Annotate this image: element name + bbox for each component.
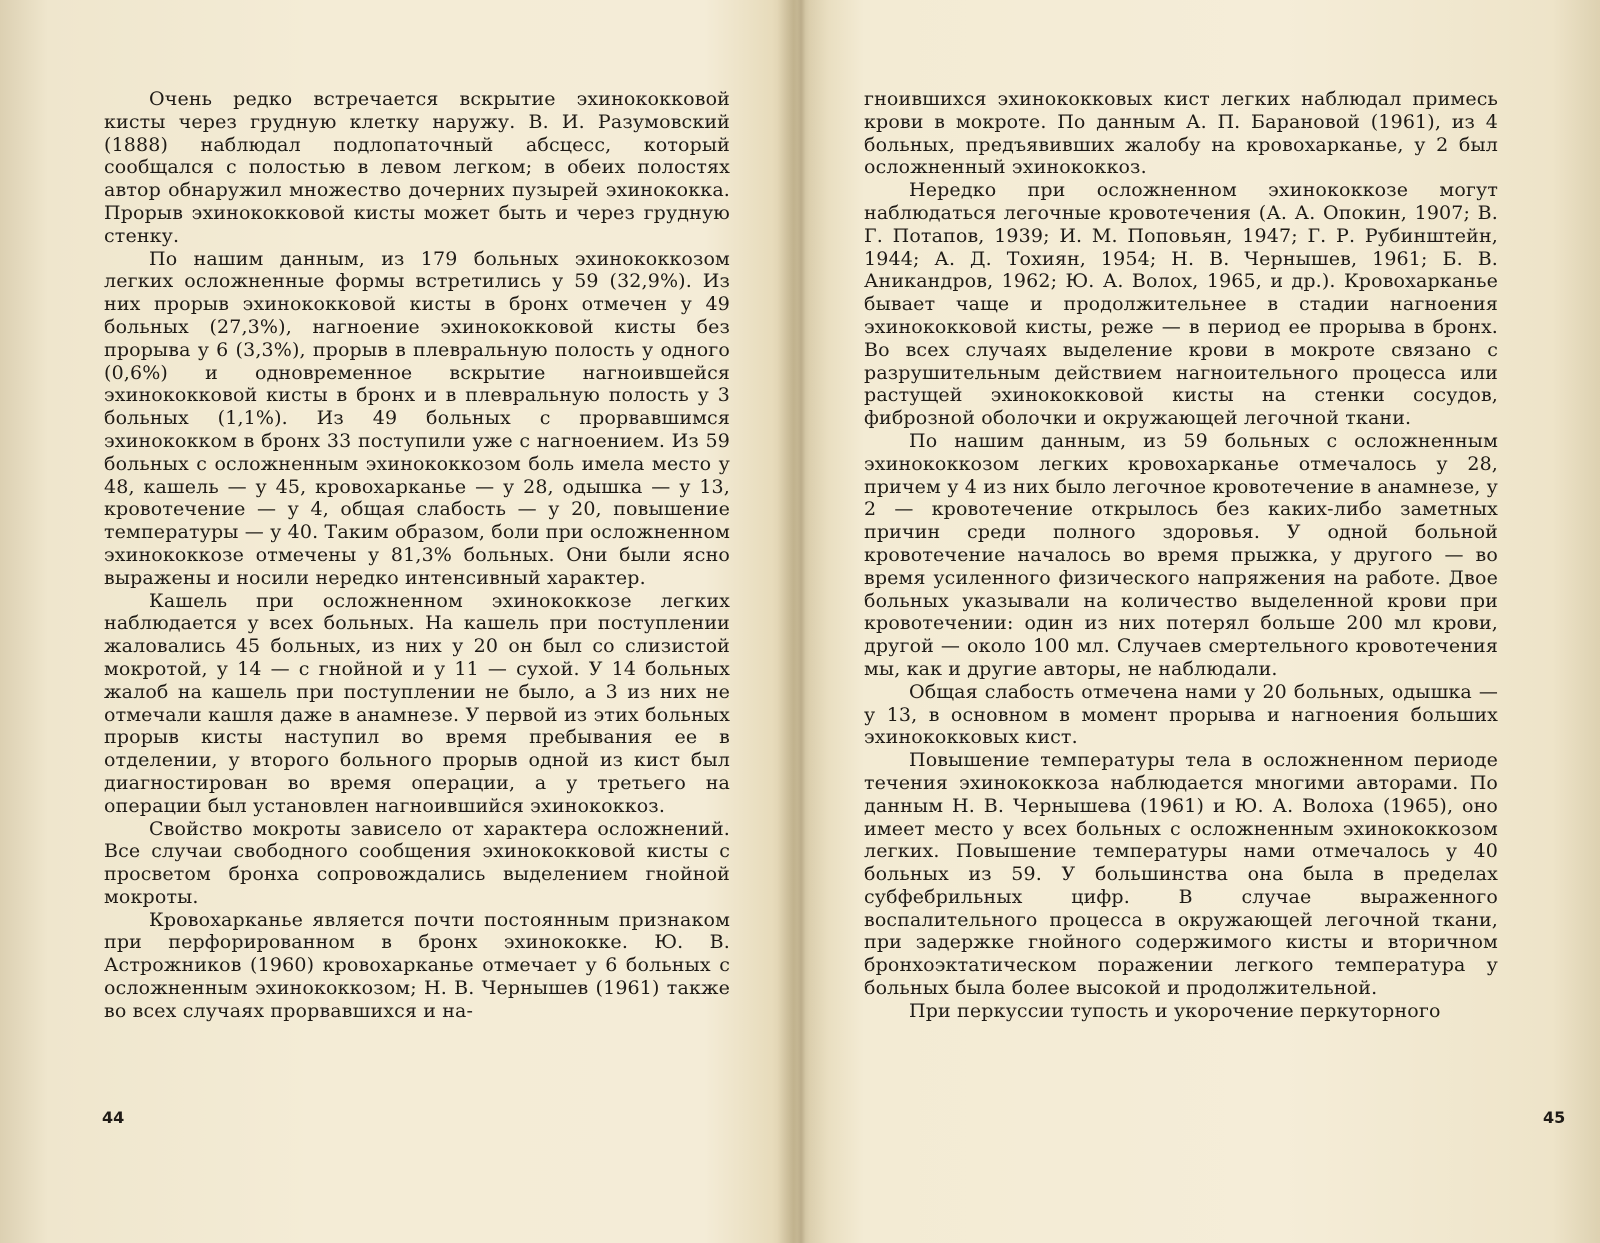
paragraph: Кровохарканье является почти постоянным признаком при перфорированном в бронх эхинококке. Ю. В. Астрожников (1960) кровохарканье отмечает у 6 больных с осложненным эхинококкозом; Н. В. Чернышев (1961) также во всех случаях прорвавшихся и на- [104, 908, 730, 1022]
paragraph: Очень редко встречается вскрытие эхинококковой кисты через грудную клетку наружу. В. И. Разумовский (1888) наблюдал подлопаточный абсцесс, который сообщался с полостью в левом легком; в обеих полостях автор обнаружил множество дочерних пузырей эхинококка. Прорыв эхинококковой кисты может быть и через грудную стенку. [104, 88, 730, 247]
continued-paragraph: гноившихся эхинококковых кист легких наблюдал примесь крови в мокроте. По данным А. П. Барановой (1961), из 4 больных, предъявивших жалобу на кровохарканье, у 2 был осложненный эхинококкоз. [864, 88, 1498, 179]
paragraph: По нашим данным, из 179 больных эхинококкозом легких осложненные формы встретились у 59 (32,9%). Из них прорыв эхинококковой кисты в бронх отмечен у 49 больных (27,3%), нагноение эхинококковой кисты без прорыва у 6 (3,3%), прорыв в плевральную полость у одного (0,6%) и одновременное вскрытие нагноившейся эхинококковой кисты в бронх и в плевральную полость у 3 больных (1,1%). Из 49 больных с прорвавшимся эхинококком в бронх 33 поступили уже с нагноением. Из 59 больных с осложненным эхинококкозом боль имела место у 48, кашель — у 45, кровохарканье — у 28, одышка — у 13, кровотечение — у 4, общая слабость — у 20, повышение температуры — у 40. Таким образом, боли при осложненном эхинококкозе отмечены у 81,3% больных. Они были ясно выражены и носили нередко интенсивный характер. [104, 247, 730, 589]
left-text-block [104, 88, 730, 1023]
paragraph: Нередко при осложненном эхинококкозе могут наблюдаться легочные кровотечения (А. А. Опокин, 1907; В. Г. Потапов, 1939; И. М. Поповьян, 1947; Г. Р. Рубинштейн, 1944; А. Д. Тохиян, 1954; Н. В. Чернышев, 1961; Б. В. Аникандров, 1962; Ю. А. Волох, 1965, и др.). Кровохарканье бывает чаще и продолжительнее в стадии нагноения эхинококковой кисты, реже — в период ее прорыва в бронх. Во всех случаях выделение крови в мокроте связано с разрушительным действием нагноительного процесса или растущей эхинококковой кисты на стенки сосудов, фиброзной оболочки и окружающей легочной ткани. [864, 179, 1498, 430]
paragraph: Свойство мокроты зависело от характера осложнений. Все случаи свободного сообщения эхинококковой кисты с просветом бронха сопровождались выделением гнойной мокроты. [104, 817, 730, 908]
page-number: 44 [102, 1108, 125, 1127]
paragraph: По нашим данным, из 59 больных с осложненным эхинококкозом легких кровохарканье отмечалось у 28, причем у 4 из них было легочное кровотечение в анамнезе, у 2 — кровотечение открылось без каких-либо заметных причин среди полного здоровья. У одной больной кровотечение началось во время прыжка, у другого — во время усиленного физического напряжения на работе. Двое больных указывали на количество выделенной крови при кровотечении: один из них потерял больше 200 мл крови, другой — около 100 мл. Случаев смертельного кровотечения мы, как и другие авторы, не наблюдали. [864, 429, 1498, 680]
right-page [800, 0, 1600, 1243]
paragraph: Повышение температуры тела в осложненном периоде течения эхинококкоза наблюдается многими авторами. По данным Н. В. Чернышева (1961) и Ю. А. Волоха (1965), оно имеет место у всех больных с осложненным эхинококкозом легких. Повышение температуры нами отмечалось у 40 больных из 59. У большинства она была в пределах субфебрильных цифр. В случае выраженного воспалительного процесса в окружающей легочной ткани, при задержке гнойного содержимого кисты и вторичном бронхоэктатическом поражении легкого температура у больных была более высокой и продолжительной. [864, 749, 1498, 1000]
paragraph: Общая слабость отмечена нами у 20 больных, одышка — у 13, в основном в момент прорыва и нагноения больших эхинококковых кист. [864, 680, 1498, 749]
right-text-block [864, 88, 1498, 1023]
paragraph: Кашель при осложненном эхинококкозе легких наблюдается у всех больных. На кашель при поступлении жаловались 45 больных, из них у 20 он был со слизистой мокротой, у 14 — с гнойной и у 11 — сухой. У 14 больных жалоб на кашель при поступлении не было, а 3 из них не отмечали кашля даже в анамнезе. У первой из этих больных прорыв кисты наступил во время пребывания ее в отделении, у второго больного прорыв одной из кист был диагностирован во время операции, а у третьего на операции был установлен нагноившийся эхинококкоз. [104, 589, 730, 817]
page-number: 45 [1543, 1108, 1566, 1127]
paragraph: При перкуссии тупость и укорочение перкуторного [909, 999, 1441, 1022]
